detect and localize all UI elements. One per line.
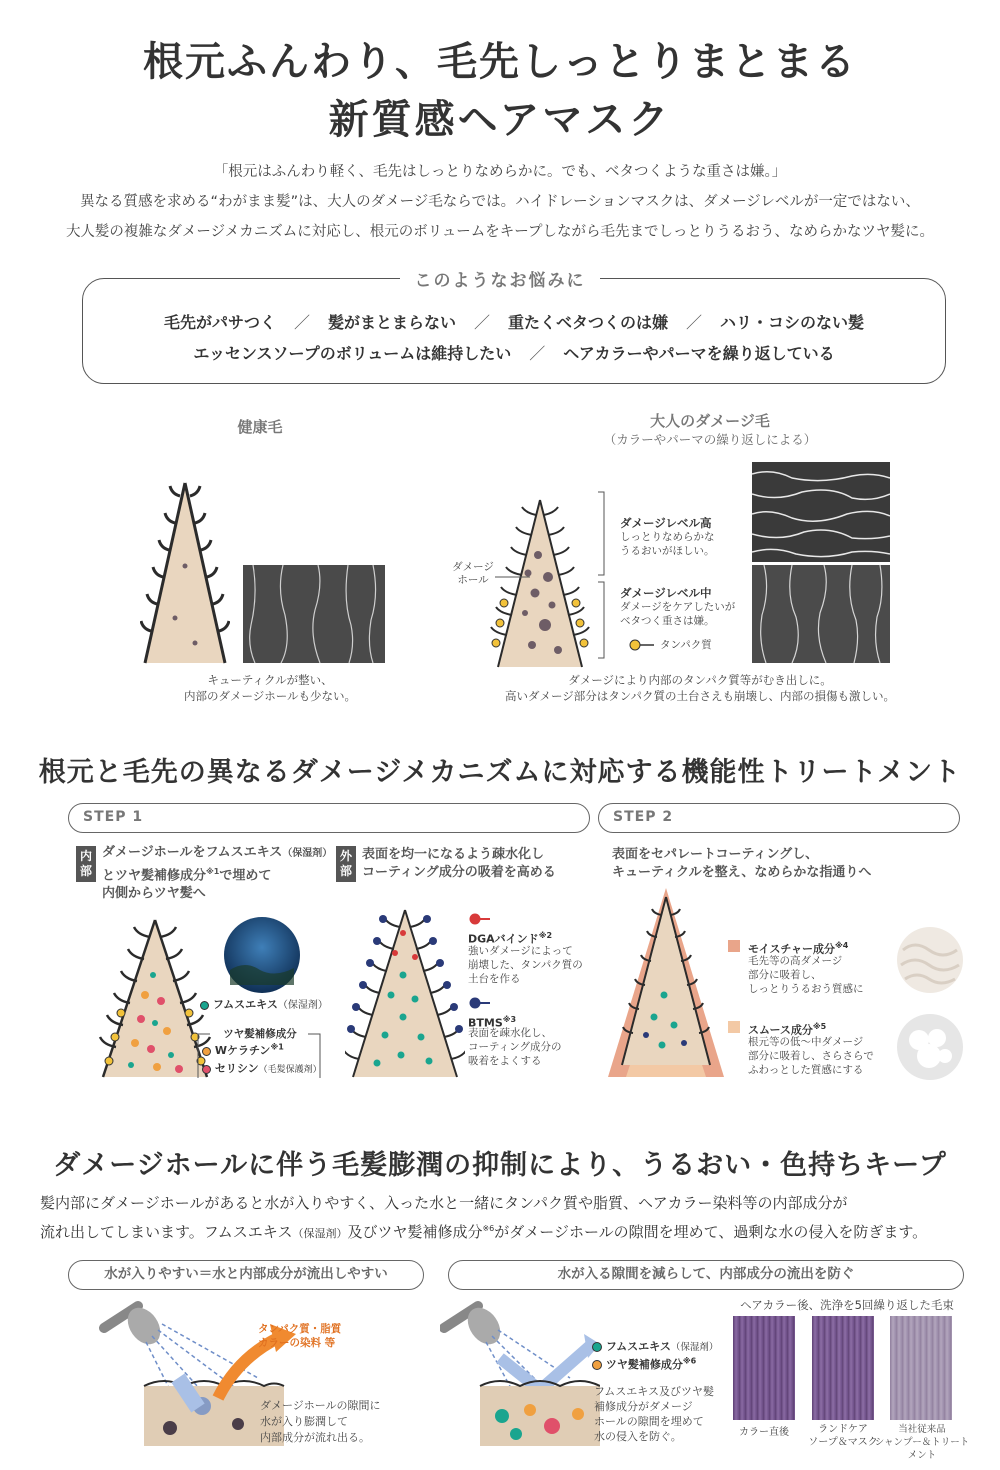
healthy-hair-diagram: [140, 478, 230, 668]
swelling-body-2b: 及びツヤ髪補修成分: [347, 1223, 483, 1241]
damage-mid-photo: [752, 565, 890, 663]
smooth-text-2: 部分に吸着し、さらさらで: [748, 1050, 874, 1062]
sericin-legend: [202, 1060, 332, 1076]
outflow-label-1: タンパク質・脂質: [258, 1323, 342, 1335]
right-caption-4: 水の侵入を防ぐ。: [594, 1430, 682, 1443]
main-title-line1: 根元ふんわり、毛先しっとりまとまる: [143, 38, 857, 85]
right-humus-legend: [592, 1338, 742, 1354]
inner-text: [102, 844, 342, 903]
swatch-label-3-line1: 当社従来品: [898, 1424, 946, 1435]
level-mid-text-2: ベタつく重さは嫌。: [620, 615, 715, 627]
smooth-title-text: スムース成分: [748, 1023, 813, 1037]
outer-text: [362, 846, 592, 882]
smooth-texture-photo: [895, 1012, 965, 1082]
separator: ／: [529, 344, 546, 363]
shower-head-icon: [444, 1302, 507, 1351]
inner-tag: 内部: [76, 846, 96, 882]
left-pill: 水が入りやすい＝水と内部成分が流出しやすい: [68, 1260, 424, 1290]
btms-icon: [468, 996, 492, 1010]
swelling-heading: ダメージホールに伴う毛髪膨潤の抑制により、うるおい・色持ちキープ: [53, 1150, 947, 1181]
swatch-color-immediate: [733, 1316, 795, 1420]
healthy-hair-photo: [243, 565, 385, 663]
step1-outer-diagram: [345, 905, 465, 1080]
concerns-heading: このようなお悩みに: [400, 266, 600, 291]
left-caption-3: 内部成分が流れ出る。: [260, 1431, 370, 1444]
intro-line2: 異なる質感を求める“わがまま髪”は、大人のダメージ毛ならでは。ハイドレーションマスクは、ダメージレベルが一定ではない、: [80, 194, 920, 210]
outer-text-1: 表面を均一になるよう疎水化し: [362, 847, 545, 862]
concern-item: 毛先がパサつく: [163, 313, 276, 332]
concern-item: 重たくベタつくのは嫌: [508, 313, 669, 332]
dga-text-2: 崩壊した、タンパク質の: [468, 959, 583, 971]
swatch-label-2-line1: ランドケア: [818, 1424, 868, 1435]
main-title-line2: 新質感ヘアマスク: [328, 96, 672, 143]
damaged-title: 大人のダメージ毛: [650, 412, 770, 430]
wkeratin-legend: [202, 1042, 322, 1058]
moisture-swatch-icon: [728, 940, 740, 952]
swelling-body-1: 髪内部にダメージホールがあると水が入りやすく、入った水と一緒にタンパク質や脂質、ヘアカラー染料等の内部成分が: [40, 1194, 848, 1212]
concern-item: ハリ・コシのない髪: [720, 313, 865, 332]
btms-text-1: 表面を疎水化し、: [468, 1027, 552, 1039]
humus-label: フムスエキス: [212, 998, 278, 1011]
smooth-sup: ※5: [812, 1022, 827, 1031]
btms-sup: ※3: [502, 1015, 517, 1024]
swatch-label-1: カラー直後: [739, 1427, 789, 1438]
outflow-label-2: カラーの染料 等: [258, 1337, 336, 1349]
swelling-body-2a: 流れ出してしまいます。フムスエキス: [40, 1223, 293, 1241]
concern-item: ヘアカラーやパーマを繰り返している: [563, 344, 835, 363]
right-repair-label: ツヤ髪補修成分: [605, 1358, 683, 1371]
separator: ／: [473, 313, 490, 332]
level-brackets: [596, 490, 616, 660]
dga-sup: ※2: [538, 931, 553, 940]
damage-high-photo: [752, 462, 890, 562]
right-repair-sup: ※6: [682, 1356, 697, 1366]
repair-dot-icon: [592, 1360, 602, 1370]
damage-hole-label-1: ダメージ: [452, 561, 494, 573]
protein-legend-icon: [628, 638, 658, 652]
dga-text-3: 土台を作る: [468, 973, 521, 985]
moisture-text-2: 部分に吸着し、: [748, 969, 822, 981]
water-blocked-diagram: [440, 1298, 600, 1448]
healthy-title: 健康毛: [237, 418, 283, 436]
separator: ／: [686, 313, 703, 332]
swelling-body-2-note: （保湿剤）: [292, 1227, 348, 1240]
intro-line3: 大人髪の複雑なダメージメカニズムに対応し、根元のボリュームをキープしながら毛先までしっとりうるおう、なめらかなツヤ髪に。: [65, 224, 935, 240]
smooth-text-3: ふわっとした質感にする: [748, 1064, 864, 1076]
humus-note: （保湿剤）: [277, 1000, 328, 1011]
swatch-label-2-line2: ソープ＆マスク: [808, 1437, 878, 1448]
right-humus-label: フムスエキス: [605, 1340, 671, 1353]
healthy-caption-2: 内部のダメージホールも少ない。: [183, 689, 357, 703]
swelling-body-2-sup: ※6: [482, 1224, 495, 1233]
swatch-label-3-line2: シャンプー＆トリートメント: [874, 1437, 970, 1461]
swatch-landcare: [812, 1316, 874, 1420]
damaged-caption-1: ダメージにより内部のタンパク質等がむき出しに。: [568, 673, 832, 687]
moisture-title-text: モイスチャー成分: [748, 942, 836, 956]
level-high-text-2: うるおいがほしい。: [620, 545, 715, 557]
level-high-title: ダメージレベル高: [620, 516, 712, 530]
dga-icon: [468, 912, 492, 926]
level-high-text-1: しっとりなめらかな: [620, 531, 715, 543]
protein-legend-label: タンパク質: [660, 639, 712, 651]
smooth-swatch-icon: [728, 1021, 740, 1033]
right-repair-legend: [592, 1356, 742, 1372]
swelling-body-2: [40, 1216, 980, 1247]
concerns-row1: [82, 310, 946, 333]
step1-label: STEP 1: [68, 803, 590, 833]
swelling-body-2c: がダメージホールの隙間を埋めて、過剰な水の侵入を防ぎます。: [494, 1223, 928, 1241]
sericin-dot-icon: [202, 1065, 211, 1074]
outer-tag: 外部: [336, 846, 356, 882]
inner-text-2-sup: ※1: [206, 867, 220, 876]
swatch-label-3: [872, 1423, 972, 1462]
swatch-conventional: [890, 1316, 952, 1420]
moisture-text-3: しっとりうるおう質感に: [748, 983, 864, 995]
dga-title-text: DGAバインド: [468, 932, 539, 946]
right-caption-3: ホールの隙間を埋めて: [594, 1415, 704, 1428]
outer-text-2: コーティング成分の吸着を高める: [362, 865, 556, 880]
wkeratin-sup: ※1: [270, 1042, 284, 1052]
dga-text-1: 強いダメージによって: [468, 945, 573, 957]
inner-text-1: ダメージホールをフムスエキス: [102, 845, 283, 860]
btms-text-3: 吸着をよくする: [468, 1055, 542, 1067]
step2-text-1: 表面をセパレートコーティングし、: [612, 847, 819, 862]
right-caption-1: フムスエキス及びツヤ髪: [594, 1385, 715, 1398]
moisture-sup: ※4: [835, 941, 849, 950]
step2-label: STEP 2: [598, 803, 960, 833]
humus-dot-icon: [200, 1001, 209, 1010]
step2-diagram: [606, 885, 726, 1080]
right-humus-note: （保湿剤）: [670, 1342, 719, 1353]
inner-text-3: 内側からツヤ髪へ: [102, 886, 206, 902]
swatch-heading: ヘアカラー後、洗浄を5回繰り返した毛束: [740, 1298, 954, 1312]
concerns-row2: [82, 341, 946, 364]
left-caption-1: ダメージホールの隙間に: [260, 1399, 381, 1412]
right-pill: 水が入る隙間を減らして、内部成分の流出を防ぐ: [448, 1260, 964, 1290]
right-caption-2: 補修成分がダメージ: [594, 1400, 693, 1413]
btms-title-text: BTMS: [468, 1016, 503, 1030]
level-mid-text-1: ダメージをケアしたいが: [620, 601, 736, 613]
healthy-caption-1: キューティクルが整い、: [207, 673, 333, 687]
moisture-text-1: 毛先等の高ダメージ: [748, 955, 843, 967]
left-caption-2: 水が入り膨潤して: [260, 1415, 348, 1428]
intro-line1: 「根元はふんわり軽く、毛先はしっとりなめらかに。でも、ベタつくような重さは嫌。」: [213, 164, 787, 180]
step2-text: [612, 846, 952, 882]
sericin-note: （毛髪保護剤）: [258, 1065, 322, 1075]
inner-text-2-tail: で埋めて: [219, 868, 272, 884]
inner-text-2: とツヤ髪補修成分: [102, 868, 207, 884]
humus-legend: [200, 996, 340, 1012]
wkeratin-dot-icon: [202, 1047, 211, 1056]
repair-heading: ツヤ髪補修成分: [212, 1026, 308, 1041]
sericin-label: セリシン: [214, 1062, 259, 1075]
step2-text-2: キューティクルを整え、なめらかな指通りへ: [612, 865, 872, 880]
humus-dot-icon: [592, 1342, 602, 1352]
damage-hole-leader: [495, 565, 535, 585]
damaged-caption-2: 高いダメージ部分はタンパク質の土台さえも崩壊し、内部の損傷も激しい。: [505, 689, 895, 703]
mechanism-heading: 根元と毛先の異なるダメージメカニズムに対応する機能性トリートメント: [38, 757, 962, 788]
damage-hole-label-2: ホール: [457, 574, 489, 586]
concern-item: 髪がまとまらない: [327, 313, 456, 332]
concern-item: エッセンスソープのボリュームは維持したい: [193, 344, 512, 363]
separator: ／: [293, 313, 310, 332]
smooth-text-1: 根元等の低〜中ダメージ: [748, 1036, 864, 1048]
humus-photo: [222, 915, 302, 995]
damaged-subtitle: （カラーやパーマの繰り返しによる）: [603, 432, 817, 447]
btms-text-2: コーティング成分の: [468, 1041, 562, 1053]
moisture-texture-photo: [895, 925, 965, 995]
wkeratin-label: Wケラチン: [214, 1044, 271, 1057]
level-mid-title: ダメージレベル中: [620, 586, 712, 600]
inner-text-1-note: （保湿剤）: [282, 848, 333, 859]
